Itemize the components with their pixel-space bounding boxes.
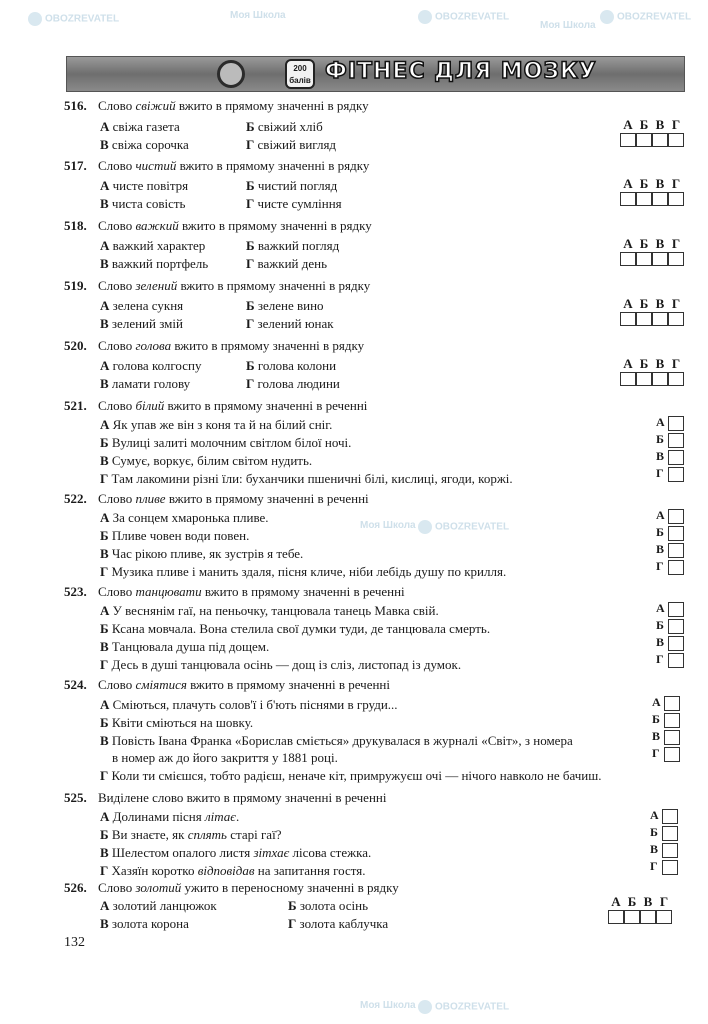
answer-grid[interactable]: А Б В Г bbox=[608, 894, 672, 928]
watermark: Моя Школа bbox=[360, 1000, 416, 1011]
option-v: В свіжа сорочка bbox=[100, 137, 189, 152]
question-stem: Слово сміятися вжито в прямому значенні в реченні bbox=[98, 677, 390, 692]
option-b: Б чистий погляд bbox=[246, 178, 338, 193]
option-v: В важкий портфель bbox=[100, 256, 209, 271]
option-g: Г зелений юнак bbox=[246, 316, 334, 331]
question-stem: Виділене слово вжито в прямому значенні в реченні bbox=[98, 790, 387, 805]
question-number: 519. bbox=[64, 278, 87, 293]
option-b: Б зелене вино bbox=[246, 298, 324, 313]
points-badge: 200 балів bbox=[285, 59, 315, 89]
section-banner bbox=[66, 56, 685, 92]
option-g: Г важкий день bbox=[246, 256, 327, 271]
option-v: В Час рікою пливе, як зустрів я тебе. bbox=[100, 546, 304, 561]
option-v: В золота корона bbox=[100, 916, 189, 931]
option-a: А Сміються, плачуть солов'ї і б'ють піснями в груди... bbox=[100, 697, 398, 712]
question-stem: Слово чистий вжито в прямому значенні в рядку bbox=[98, 158, 370, 173]
watermark: Моя Школа bbox=[360, 520, 416, 531]
answer-column[interactable]: А Б В Г bbox=[656, 415, 706, 483]
option-b: Б Ксана мовчала. Вона стелила свої думки туди, де танцювала смерть. bbox=[100, 621, 491, 636]
option-g: Г чисте сумління bbox=[246, 196, 342, 211]
question-stem: Слово свіжий вжито в прямому значенні в рядку bbox=[98, 98, 369, 113]
option-b: Б важкий погляд bbox=[246, 238, 340, 253]
option-v: В Шелестом опалого листя зітхає лісова стежка. bbox=[100, 845, 372, 860]
answer-column[interactable]: А Б В Г bbox=[656, 601, 706, 669]
section-title: ФІТНЕС ДЛЯ МОЗКУ bbox=[325, 59, 597, 84]
answer-column[interactable]: А Б В Г bbox=[652, 695, 702, 763]
question-number: 517. bbox=[64, 158, 87, 173]
option-v: В Повість Івана Франка «Борислав сміється» друкувалася в журналі «Світ», з номера bbox=[100, 733, 573, 748]
option-g: Г Музика пливе і манить здаля, пісня кличе, ніби лебідь душу по крилля. bbox=[100, 564, 507, 579]
question-number: 526. bbox=[64, 880, 87, 895]
answer-grid[interactable]: А Б В Г bbox=[620, 176, 684, 210]
watermark: OBOZREVATEL bbox=[600, 10, 691, 24]
page-number: 132 bbox=[64, 935, 85, 950]
option-a: А Долинами пісня літає. bbox=[100, 809, 240, 824]
option-v: В Сумує, воркує, білим світом нудить. bbox=[100, 453, 313, 468]
option-g: Г свіжий вигляд bbox=[246, 137, 337, 152]
option-b: Б золота осінь bbox=[288, 898, 369, 913]
gear-icon bbox=[217, 60, 245, 88]
watermark: OBOZREVATEL bbox=[418, 1000, 509, 1014]
option-g: Г голова людини bbox=[246, 376, 340, 391]
option-a: А За сонцем хмаронька пливе. bbox=[100, 510, 269, 525]
option-a: А У веснянім гаї, на пеньочку, танцювала танець Мавка свій. bbox=[100, 603, 439, 618]
question-number: 516. bbox=[64, 98, 87, 113]
question-stem: Слово пливе вжито в прямому значенні в реченні bbox=[98, 491, 369, 506]
question-stem: Слово важкий вжито в прямому значенні в рядку bbox=[98, 218, 372, 233]
option-b: Б Ви знаєте, як сплять старі гаї? bbox=[100, 827, 282, 842]
answer-column[interactable]: А Б В Г bbox=[650, 808, 700, 876]
option-b: Б свіжий хліб bbox=[246, 119, 323, 134]
answer-grid[interactable]: А Б В Г bbox=[620, 117, 684, 151]
watermark: Моя Школа bbox=[230, 10, 286, 21]
question-number: 518. bbox=[64, 218, 87, 233]
question-stem: Слово білий вжито в прямому значенні в реченні bbox=[98, 398, 368, 413]
option-b: Б Вулиці залиті молочним світлом білої ночі. bbox=[100, 435, 352, 450]
watermark: OBOZREVATEL bbox=[418, 520, 509, 534]
option-g: Г Коли ти смієшся, тобто радієш, неначе кіт, примружуєш очі — нічого навколо не бачиш. bbox=[100, 768, 602, 783]
option-v: В Танцювала душа під дощем. bbox=[100, 639, 270, 654]
answer-grid[interactable]: А Б В Г bbox=[620, 296, 684, 330]
question-stem: Слово золотий ужито в переносному значенні в рядку bbox=[98, 880, 399, 895]
question-stem: Слово танцювати вжито в прямому значенні в реченні bbox=[98, 584, 405, 599]
question-stem: Слово зелений вжито в прямому значенні в рядку bbox=[98, 278, 371, 293]
question-number: 520. bbox=[64, 338, 87, 353]
question-number: 523. bbox=[64, 584, 87, 599]
option-g: Г золота каблучка bbox=[288, 916, 389, 931]
option-a: А свіжа газета bbox=[100, 119, 180, 134]
watermark: OBOZREVATEL bbox=[28, 12, 119, 26]
option-b: Б голова колони bbox=[246, 358, 337, 373]
option-a: А чисте повітря bbox=[100, 178, 189, 193]
option-b: Б Пливе човен води повен. bbox=[100, 528, 250, 543]
question-number: 524. bbox=[64, 677, 87, 692]
option-a: А голова колгоспу bbox=[100, 358, 202, 373]
option-a: А важкий характер bbox=[100, 238, 206, 253]
watermark: OBOZREVATEL bbox=[418, 10, 509, 24]
answer-column[interactable]: А Б В Г bbox=[656, 508, 706, 576]
option-g: Г Хазяїн коротко відповідав на запитання гостя. bbox=[100, 863, 366, 878]
option-v: В ламати голову bbox=[100, 376, 191, 391]
answer-grid[interactable]: А Б В Г bbox=[620, 236, 684, 270]
option-v: В зелений змій bbox=[100, 316, 183, 331]
option-v-continued: в номер аж до його закриття у 1881 році. bbox=[112, 750, 338, 765]
option-a: А золотий ланцюжок bbox=[100, 898, 217, 913]
question-number: 525. bbox=[64, 790, 87, 805]
option-a: А зелена сукня bbox=[100, 298, 184, 313]
question-stem: Слово голова вжито в прямому значенні в рядку bbox=[98, 338, 365, 353]
answer-grid[interactable]: А Б В Г bbox=[620, 356, 684, 390]
option-v: В чиста совість bbox=[100, 196, 186, 211]
watermark: Моя Школа bbox=[540, 20, 596, 31]
option-g: Г Там лакомини різні їли: буханчики пшеничні білі, кислиці, ягоди, коржі. bbox=[100, 471, 513, 486]
option-b: Б Квіти сміються на шовку. bbox=[100, 715, 254, 730]
option-a: А Як упав же він з коня та й на білий сніг. bbox=[100, 417, 333, 432]
option-g: Г Десь в душі танцювала осінь — дощ із сліз, листопад із думок. bbox=[100, 657, 462, 672]
question-number: 522. bbox=[64, 491, 87, 506]
question-number: 521. bbox=[64, 398, 87, 413]
